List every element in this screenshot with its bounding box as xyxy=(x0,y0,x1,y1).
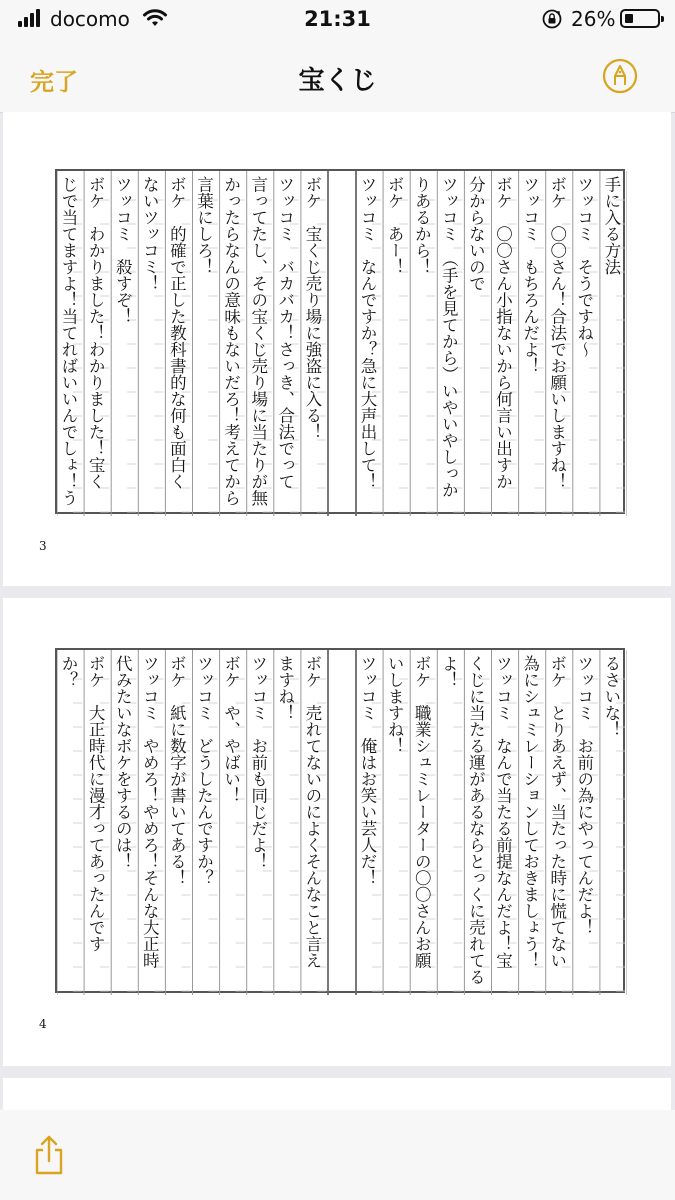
manuscript-line: ボケ 職業シュミレーターの〇〇さんお願 xyxy=(412,655,432,969)
carrier-name: docomo xyxy=(50,7,130,31)
page-number: 4 xyxy=(39,1017,47,1031)
manuscript-line: るさいな！ xyxy=(601,655,621,738)
manuscript-line: ボケ 的確で正した教科書的な何も面白く xyxy=(167,176,187,490)
manuscript-line: ツッコミ お前も同じだよ！ xyxy=(248,655,268,870)
orientation-lock-icon xyxy=(541,8,563,30)
manuscript-line: ボケ 大正時代に漫才ってあったんです xyxy=(86,655,106,952)
manuscript-line: 手に入る方法 xyxy=(601,176,621,275)
markup-pen-icon[interactable] xyxy=(602,58,638,94)
manuscript-grid xyxy=(55,169,625,514)
manuscript-line: ボケ 宝くじ売り場に強盗に入る！ xyxy=(302,176,322,440)
manuscript-line: ツッコミ （手を見てから）いやいやしっか xyxy=(439,176,459,498)
share-icon[interactable] xyxy=(32,1134,66,1176)
document-title: 宝くじ xyxy=(298,66,377,96)
clock: 21:31 xyxy=(304,7,371,31)
manuscript-line: 代みたいなボケをするのは！ xyxy=(113,655,133,870)
manuscript-line: ボケ 〇〇さん！合法でお願いしますね！ xyxy=(547,176,567,490)
manuscript-grid xyxy=(55,648,625,993)
manuscript-line: ボケ 売れてないのによくそんなこと言え xyxy=(302,655,322,969)
manuscript-line: ツッコミ 俺はお笑い芸人だ！ xyxy=(358,655,377,886)
manuscript-line: いしますね！ xyxy=(385,655,405,754)
manuscript-line: ボケ や、やばい！ xyxy=(221,655,241,804)
document-page xyxy=(3,112,671,586)
manuscript-line: ボケ わかりました！わかりました！宝く xyxy=(86,176,106,490)
manuscript-line: ツッコミ バカバカ！さっき、合法でって xyxy=(275,176,295,490)
manuscript-line: ボケ 〇〇さん小指ないから何言い出すか xyxy=(493,176,513,490)
manuscript-line: かったらなんの意味もないだろ！考えてから xyxy=(221,176,241,506)
status-bar xyxy=(0,0,675,40)
manuscript-line: くじに当たる運があるならとっくに売れてる xyxy=(466,655,486,985)
manuscript-line: ないツッコミ！ xyxy=(140,176,160,292)
done-button[interactable]: 完了 xyxy=(30,68,78,96)
document-page xyxy=(3,598,671,1066)
manuscript-line: 為にシュミレーションしておきましょう！ xyxy=(520,655,540,969)
battery-percentage: 26% xyxy=(571,7,616,31)
manuscript-line: ツッコミ どうしたんですか？ xyxy=(194,655,214,886)
navigation-bar xyxy=(0,40,675,113)
manuscript-line: か？ xyxy=(59,655,78,688)
manuscript-line: 分からないので xyxy=(466,176,486,292)
manuscript-line: ボケ あー！ xyxy=(385,176,405,275)
manuscript-line: ツッコミ なんですか？急に大声出して！ xyxy=(358,176,377,490)
manuscript-line: 言葉にしろ！ xyxy=(194,176,214,275)
page-number: 3 xyxy=(39,539,47,553)
manuscript-line: ツッコミ 殺すぞ！ xyxy=(113,176,133,325)
manuscript-line: りあるから！ xyxy=(412,176,432,275)
battery-icon xyxy=(620,9,660,28)
manuscript-line: 言ってたし、その宝くじ売り場に当たりが無 xyxy=(248,176,268,506)
manuscript-line: じで当てますよ！当てればいいんでしょ！う xyxy=(59,176,78,506)
manuscript-line: ボケ 紙に数字が書いてある！ xyxy=(167,655,187,886)
manuscript-line: ボケ とりあえず、当たった時に慌てない xyxy=(547,655,567,969)
manuscript-line: ツッコミ やめろ！やめろ！そんな大正時 xyxy=(140,655,160,969)
manuscript-line: ますね！ xyxy=(275,655,295,721)
manuscript-line: よ！ xyxy=(439,655,459,688)
manuscript-line: ツッコミ なんで当たる前提なんだよ！宝 xyxy=(493,655,513,969)
manuscript-line: ツッコミ お前の為にやってんだよ！ xyxy=(574,655,594,936)
manuscript-line: ツッコミ そうですね～ xyxy=(574,176,594,358)
manuscript-line: ツッコミ もちろんだよ！ xyxy=(520,176,540,374)
bottom-toolbar xyxy=(0,1110,675,1200)
